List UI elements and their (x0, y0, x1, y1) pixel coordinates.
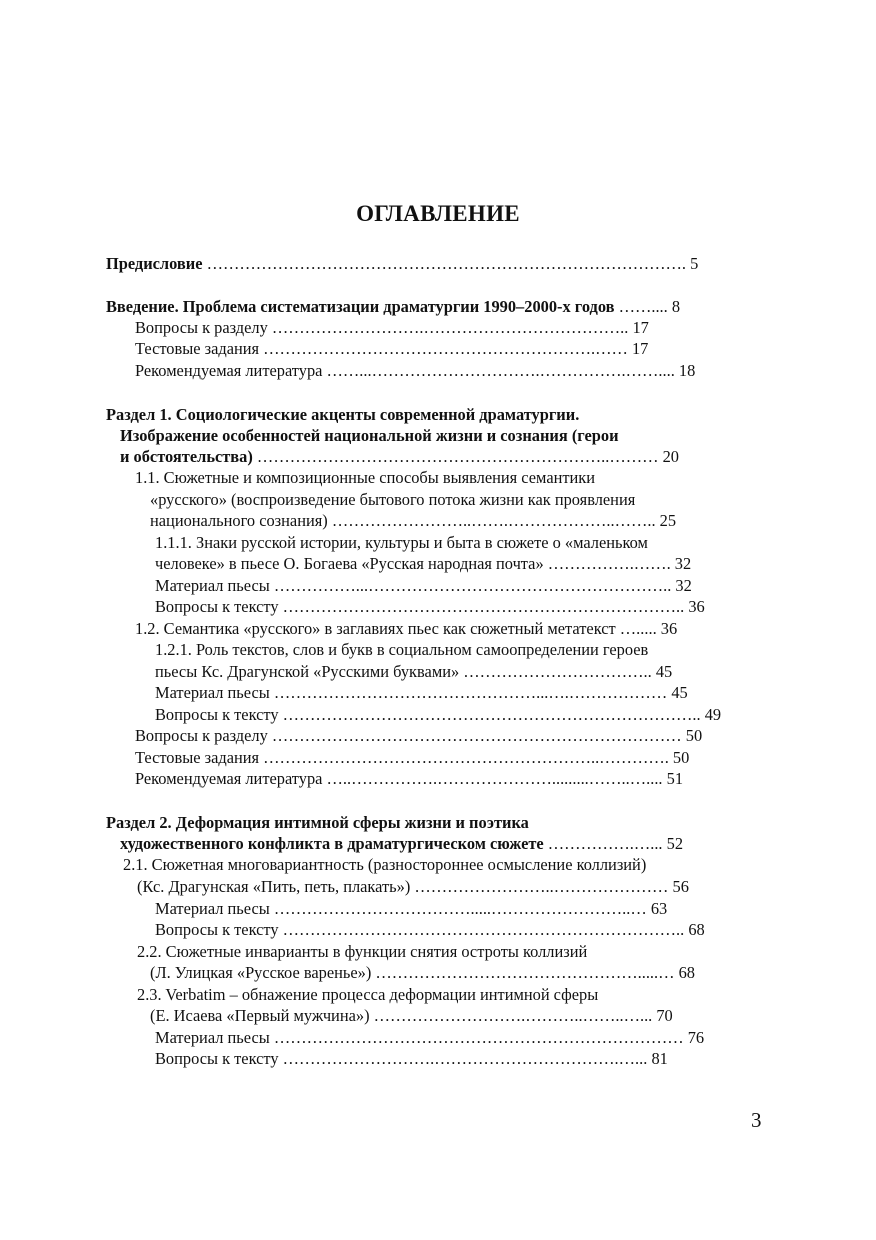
toc-line[interactable]: национального сознания) ……………………..…….………………..…….. 25 (150, 511, 677, 530)
toc-line[interactable]: «русского» (воспроизведение бытового потока жизни как проявления (150, 490, 636, 509)
toc-line[interactable]: 1.1. Сюжетные и композиционные способы выявления семантики (135, 468, 596, 487)
page-title: ОГЛАВЛЕНИЕ (356, 201, 520, 226)
toc-text: ……………………………………………………………………………. 5 (202, 254, 699, 273)
toc-text: …….... 8 (614, 297, 681, 316)
toc-line[interactable]: Вопросы к разделу ……………………….……………………………….. 17 (135, 318, 649, 337)
toc-line[interactable]: 1.1.1. Знаки русской истории, культуры и быта в сюжете о «маленьком (155, 533, 648, 552)
toc-line[interactable]: Тестовые задания …………………………………………………….…… 17 (135, 339, 649, 358)
toc-line[interactable]: Вопросы к тексту ……………………………………………………………….. 36 (155, 597, 705, 616)
toc-line[interactable]: пьесы Кс. Драгунской «Русскими буквами» …………………………….. 45 (155, 662, 673, 681)
toc-line[interactable]: Вопросы к тексту ……………………………………………………………….. 68 (155, 920, 705, 939)
toc-bold-text: Предисловие (106, 254, 203, 273)
toc-line[interactable]: человеке» в пьесе О. Богаева «Русская народная почта» …………….……. 32 (155, 554, 692, 573)
toc-line[interactable]: Тестовые задания ……………………………………………………..…………. 50 (135, 748, 690, 767)
toc-line[interactable]: (Л. Улицкая «Русское варенье») ………………………………………….....… 68 (150, 963, 695, 982)
toc-line[interactable]: 1.2.1. Роль текстов, слов и букв в социальном самоопределении героев (155, 640, 649, 659)
toc-line[interactable]: 2.2. Сюжетные инварианты в функции снятия остроты коллизий (137, 942, 588, 961)
toc-line[interactable]: Материал пьесы …………………………………………...….……………… 45 (155, 683, 688, 702)
toc-text: ………………………………………………………..……… 20 (252, 447, 679, 466)
toc-line[interactable]: 2.3. Verbatim – обнажение процесса деформации интимной сферы (137, 985, 599, 1004)
toc-bold-text: художественного конфликта в драматургическом сюжете (120, 834, 544, 853)
toc-line[interactable]: Материал пьесы ……………………………….....……………………..… 63 (155, 899, 668, 918)
section-heading[interactable]: Раздел 2. Деформация интимной сферы жизни и поэтика (106, 813, 529, 832)
toc-line[interactable]: 2.1. Сюжетная многовариантность (разностороннее осмысление коллизий) (123, 855, 647, 874)
toc-line[interactable]: Материал пьесы ………………………………………………………………… 76 (155, 1028, 705, 1047)
toc-line[interactable]: 1.2. Семантика «русского» в заглавиях пьес как сюжетный метатекст …..... 36 (135, 619, 678, 638)
toc-line[interactable] (120, 834, 683, 854)
toc-line[interactable] (106, 254, 698, 274)
section-heading[interactable]: Раздел 1. Социологические акценты современной драматургии. (106, 405, 580, 424)
toc-bold-text: и обстоятельства) (120, 447, 253, 466)
toc-line[interactable]: Рекомендуемая литература ……...………………………….…………….…….... 18 (135, 361, 696, 380)
page-number: 3 (751, 1108, 762, 1132)
toc-line[interactable] (106, 297, 680, 317)
toc-line[interactable]: (Е. Исаева «Первый мужчина») ……………………….………..……..…... 70 (150, 1006, 673, 1025)
toc-text: …………….…... 52 (543, 834, 684, 853)
toc-line[interactable]: (Кс. Драгунская «Пить, петь, плакать») ……………………..………………… 56 (137, 877, 689, 896)
toc-line[interactable] (120, 447, 679, 467)
toc-line[interactable]: Вопросы к тексту ………………………………………………………………….. 49 (155, 705, 722, 724)
toc-bold-text: Введение. Проблема систематизации драматургии 1990–2000-х годов (106, 297, 615, 316)
toc-line[interactable]: Рекомендуемая литература …..…………….………………….........……..….... 51 (135, 769, 684, 788)
toc-line[interactable]: Вопросы к тексту ……………………….…………………………….…... 81 (155, 1049, 668, 1068)
toc-line[interactable]: Вопросы к разделу ………………………………………………………………… 50 (135, 726, 703, 745)
section-heading[interactable]: Изображение особенностей национальной жизни и сознания (герои (120, 426, 619, 445)
toc-line[interactable]: Материал пьесы ……………...……………………………………………….. 32 (155, 576, 692, 595)
